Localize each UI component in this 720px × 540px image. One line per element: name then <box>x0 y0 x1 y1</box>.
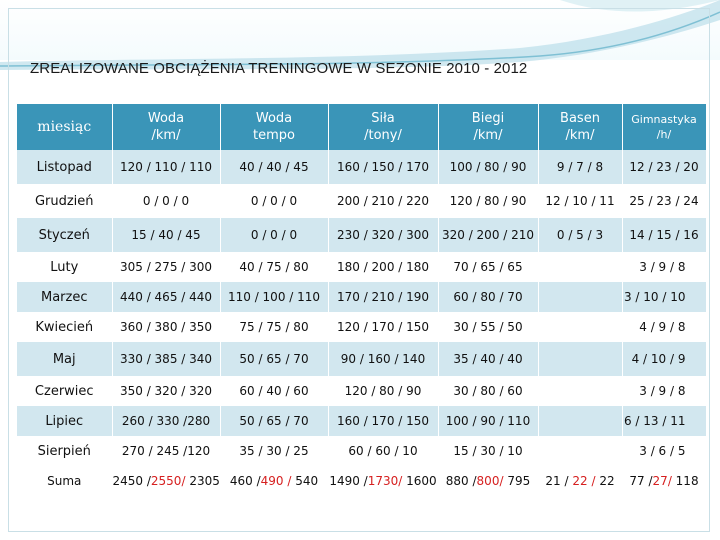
cell-biegi: 30 / 55 / 50 <box>438 312 538 342</box>
cell-gimnastyka: 3 / 6 / 5 <box>622 436 706 466</box>
cell-tempo: 110 / 100 / 110 <box>220 282 328 312</box>
table-row <box>17 406 706 436</box>
column-header-basen: Basen /km/ <box>538 104 622 150</box>
cell-biegi: 60 / 80 / 70 <box>438 282 538 312</box>
cell-woda: 260 / 330 /280 <box>112 406 220 436</box>
cell-sila: 160 / 150 / 170 <box>328 150 438 184</box>
cell-sila: 200 / 210 / 220 <box>328 184 438 218</box>
cell-woda: 120 / 110 / 110 <box>112 150 220 184</box>
cell-basen <box>538 376 622 406</box>
cell-month: Marzec <box>17 282 112 312</box>
table-row <box>17 282 706 312</box>
cell-gimnastyka: 3 / 10 / 10 <box>622 282 706 312</box>
sum-gimnastyka: 77 /27/ 118 <box>622 466 706 496</box>
cell-woda: 270 / 245 /120 <box>112 436 220 466</box>
cell-woda: 330 / 385 / 340 <box>112 342 220 376</box>
table-row <box>17 218 706 252</box>
sum-basen: 21 / 22 / 22 <box>538 466 622 496</box>
cell-month: Grudzień <box>17 184 112 218</box>
cell-tempo: 0 / 0 / 0 <box>220 218 328 252</box>
cell-month: Sierpień <box>17 436 112 466</box>
cell-sila: 90 / 160 / 140 <box>328 342 438 376</box>
cell-woda: 305 / 275 / 300 <box>112 252 220 282</box>
cell-tempo: 60 / 40 / 60 <box>220 376 328 406</box>
cell-month: Listopad <box>17 150 112 184</box>
cell-month: Kwiecień <box>17 312 112 342</box>
cell-basen: 12 / 10 / 11 <box>538 184 622 218</box>
cell-sila: 170 / 210 / 190 <box>328 282 438 312</box>
cell-basen <box>538 312 622 342</box>
cell-basen: 9 / 7 / 8 <box>538 150 622 184</box>
cell-month: Styczeń <box>17 218 112 252</box>
cell-gimnastyka: 3 / 9 / 8 <box>622 376 706 406</box>
cell-tempo: 75 / 75 / 80 <box>220 312 328 342</box>
training-load-table <box>17 104 707 496</box>
cell-woda: 360 / 380 / 350 <box>112 312 220 342</box>
cell-biegi: 30 / 80 / 60 <box>438 376 538 406</box>
cell-biegi: 320 / 200 / 210 <box>438 218 538 252</box>
cell-sila: 180 / 200 / 180 <box>328 252 438 282</box>
column-header-biegi: Biegi /km/ <box>438 104 538 150</box>
cell-gimnastyka: 4 / 9 / 8 <box>622 312 706 342</box>
cell-basen: 0 / 5 / 3 <box>538 218 622 252</box>
cell-woda: 0 / 0 / 0 <box>112 184 220 218</box>
table-row <box>17 376 706 406</box>
sum-biegi: 880 /800/ 795 <box>438 466 538 496</box>
cell-biegi: 70 / 65 / 65 <box>438 252 538 282</box>
cell-gimnastyka: 3 / 9 / 8 <box>622 252 706 282</box>
cell-biegi: 35 / 40 / 40 <box>438 342 538 376</box>
cell-basen <box>538 342 622 376</box>
cell-gimnastyka: 14 / 15 / 16 <box>622 218 706 252</box>
table-row <box>17 184 706 218</box>
cell-basen <box>538 282 622 312</box>
cell-basen <box>538 252 622 282</box>
column-header-gimnastyka: Gimnastyka /h/ <box>622 104 706 150</box>
cell-biegi: 100 / 90 / 110 <box>438 406 538 436</box>
table-row <box>17 150 706 184</box>
cell-gimnastyka: 6 / 13 / 11 <box>622 406 706 436</box>
table-row <box>17 342 706 376</box>
cell-basen <box>538 436 622 466</box>
cell-woda: 350 / 320 / 320 <box>112 376 220 406</box>
cell-sila: 230 / 320 / 300 <box>328 218 438 252</box>
cell-woda: 15 / 40 / 45 <box>112 218 220 252</box>
table-row <box>17 252 706 282</box>
cell-tempo: 35 / 30 / 25 <box>220 436 328 466</box>
table-row <box>17 312 706 342</box>
table-row <box>17 436 706 466</box>
cell-sila: 120 / 170 / 150 <box>328 312 438 342</box>
cell-gimnastyka: 4 / 10 / 9 <box>622 342 706 376</box>
cell-month: Luty <box>17 252 112 282</box>
cell-tempo: 50 / 65 / 70 <box>220 406 328 436</box>
cell-tempo: 50 / 65 / 70 <box>220 342 328 376</box>
cell-month: Lipiec <box>17 406 112 436</box>
column-header-tempo: Woda tempo <box>220 104 328 150</box>
cell-gimnastyka: 12 / 23 / 20 <box>622 150 706 184</box>
sum-label: Suma <box>17 466 112 496</box>
page-title: ZREALIZOWANE OBCIĄŻENIA TRENINGOWE W SEZONIE 2010 - 2012 <box>30 60 528 77</box>
column-header-month: miesiąc <box>17 104 112 150</box>
cell-woda: 440 / 465 / 440 <box>112 282 220 312</box>
cell-biegi: 15 / 30 / 10 <box>438 436 538 466</box>
cell-month: Maj <box>17 342 112 376</box>
column-header-sila: Siła /tony/ <box>328 104 438 150</box>
cell-biegi: 100 / 80 / 90 <box>438 150 538 184</box>
cell-tempo: 0 / 0 / 0 <box>220 184 328 218</box>
cell-tempo: 40 / 40 / 45 <box>220 150 328 184</box>
sum-sila: 1490 /1730/ 1600 <box>328 466 438 496</box>
sum-row <box>17 466 706 496</box>
cell-gimnastyka: 25 / 23 / 24 <box>622 184 706 218</box>
sum-woda: 2450 /2550/ 2305 <box>112 466 220 496</box>
table-header-row <box>17 104 706 150</box>
cell-basen <box>538 406 622 436</box>
cell-tempo: 40 / 75 / 80 <box>220 252 328 282</box>
cell-sila: 120 / 80 / 90 <box>328 376 438 406</box>
cell-sila: 160 / 170 / 150 <box>328 406 438 436</box>
cell-sila: 60 / 60 / 10 <box>328 436 438 466</box>
column-header-woda: Woda /km/ <box>112 104 220 150</box>
sum-tempo: 460 /490 / 540 <box>220 466 328 496</box>
cell-biegi: 120 / 80 / 90 <box>438 184 538 218</box>
cell-month: Czerwiec <box>17 376 112 406</box>
